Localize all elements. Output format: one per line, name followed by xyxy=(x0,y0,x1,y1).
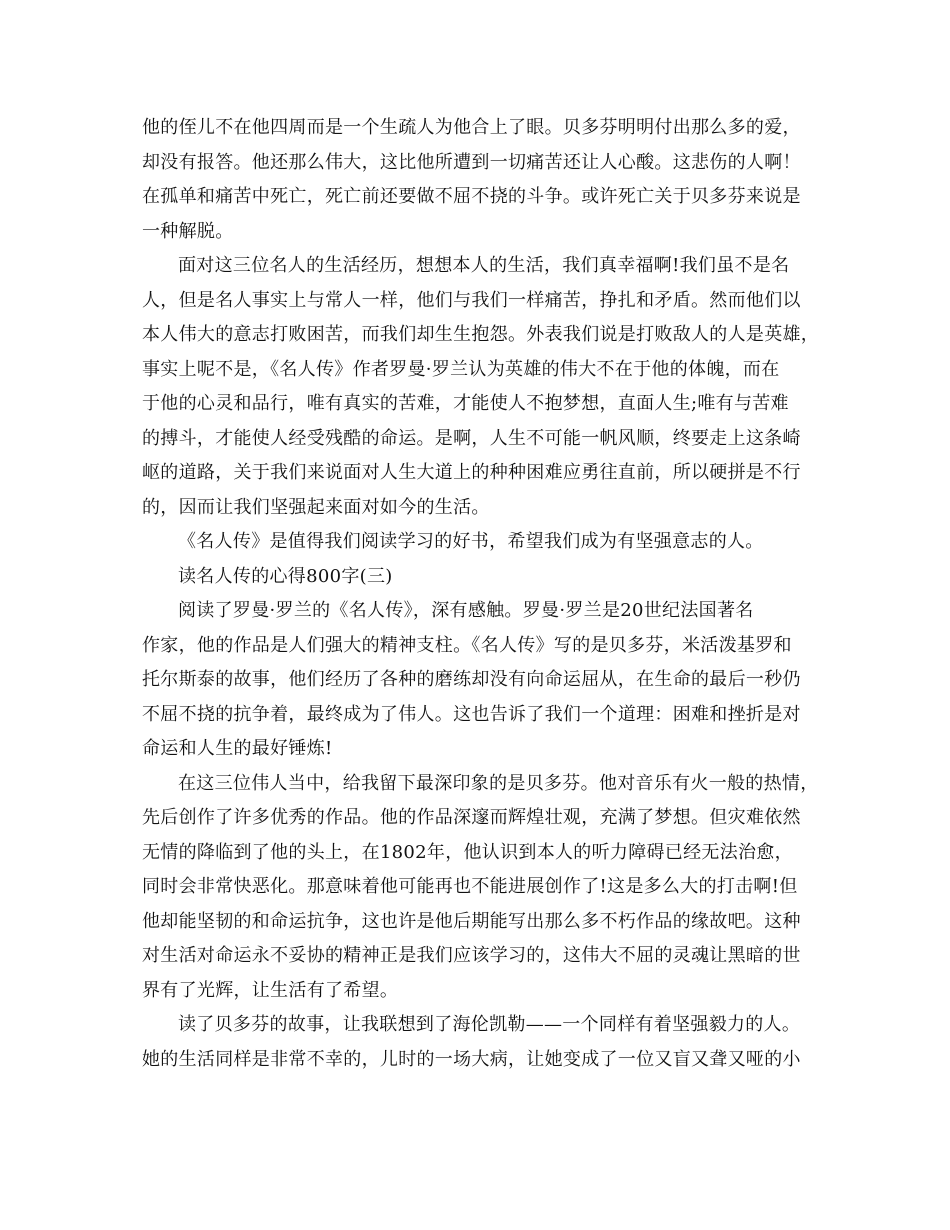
text-line: 人，但是名人事实上与常人一样，他们与我们一样痛苦，挣扎和矛盾。然而他们以 xyxy=(142,289,801,311)
text-line: 在这三位伟人当中，给我留下最深印象的是贝多芬。他对音乐有火一般的热情， xyxy=(178,772,819,794)
text-line: 于他的心灵和品行，唯有真实的苦难，才能使人不抱梦想，直面人生;唯有与苦难 xyxy=(142,393,789,414)
text-line: 他的侄儿不在他四周而是一个生疏人为他合上了眼。贝多芬明明付出那么多的爱， xyxy=(142,117,801,138)
text-line: 对生活对命运永不妥协的精神正是我们应该学习的，这伟大不屈的灵魂让黑暗的世 xyxy=(142,945,801,966)
text-line: 命运和人生的最好锤炼! xyxy=(142,738,333,759)
body-text xyxy=(142,111,822,1077)
text-line: 作家，他的作品是人们强大的精神支柱。《名人传》写的是贝多芬，米活泼基罗和 xyxy=(142,634,792,656)
text-line: 《名人传》是值得我们阅读学习的好书，希望我们成为有坚强意志的人。 xyxy=(178,531,764,552)
text-line: 她的生活同样是非常不幸的，儿时的一场大病，让她变成了一位又盲又聋又哑的小 xyxy=(142,1048,801,1070)
text-line: 界有了光辉，让生活有了希望。 xyxy=(142,979,399,1001)
text-line: 托尔斯泰的故事，他们经历了各种的磨练却没有向命运屈从，在生命的最后一秒仍 xyxy=(142,669,801,690)
text-line: 的搏斗，才能使人经受残酷的命运。是啊，人生不可能一帆风顺，终要走上这条崎 xyxy=(142,427,801,449)
text-line: 不屈不挠的抗争着，最终成为了伟人。这也告诉了我们一个道理：困难和挫折是对 xyxy=(142,703,801,725)
text-line: 阅读了罗曼·罗兰的《名人传》，深有感触。罗曼·罗兰是20世纪法国著名 xyxy=(178,600,754,621)
text-line: 却没有报答。他还那么伟大，这比他所遭到一切痛苦还让人心酸。这悲伤的人啊！ xyxy=(142,151,801,173)
text-line: 面对这三位名人的生活经历，想想本人的生活，我们真幸福啊!我们虽不是名 xyxy=(178,255,790,276)
text-line: 他却能坚韧的和命运抗争，这也许是他后期能写出那么多不朽作品的缘故吧。这种 xyxy=(142,910,801,932)
text-line: 事实上呢不是，《名人传》作者罗曼·罗兰认为英雄的伟大不在于他的体魄，而在 xyxy=(142,358,780,380)
text-line: 一种解脱。 xyxy=(142,220,234,242)
text-line: 读名人传的心得800字(三) xyxy=(178,565,393,587)
text-line: 在孤单和痛苦中死亡，死亡前还要做不屈不挠的斗争。或许死亡关于贝多芬来说是 xyxy=(142,186,801,207)
text-line: 读了贝多芬的故事，让我联想到了海伦凯勒——一个同样有着坚强毅力的人。 xyxy=(178,1014,801,1035)
text-line: 岖的道路，关于我们来说面对人生大道上的种种困难应勇往直前，所以硬拼是不行 xyxy=(142,462,801,483)
text-line: 同时会非常快恶化。那意味着他可能再也不能进展创作了!这是多么大的打击啊!但 xyxy=(142,876,798,897)
text-line: 无情的降临到了他的头上，在1802年，他认识到本人的听力障碍已经无法治愈， xyxy=(142,841,793,863)
text-line: 本人伟大的意志打败困苦，而我们却生生抱怨。外表我们说是打败敌人的人是英雄， xyxy=(142,324,820,345)
text-line: 的，因而让我们坚强起来面对如今的生活。 xyxy=(142,496,490,518)
text-line: 先后创作了许多优秀的作品。他的作品深邃而辉煌壮观，充满了梦想。但灾难依然 xyxy=(142,807,801,828)
